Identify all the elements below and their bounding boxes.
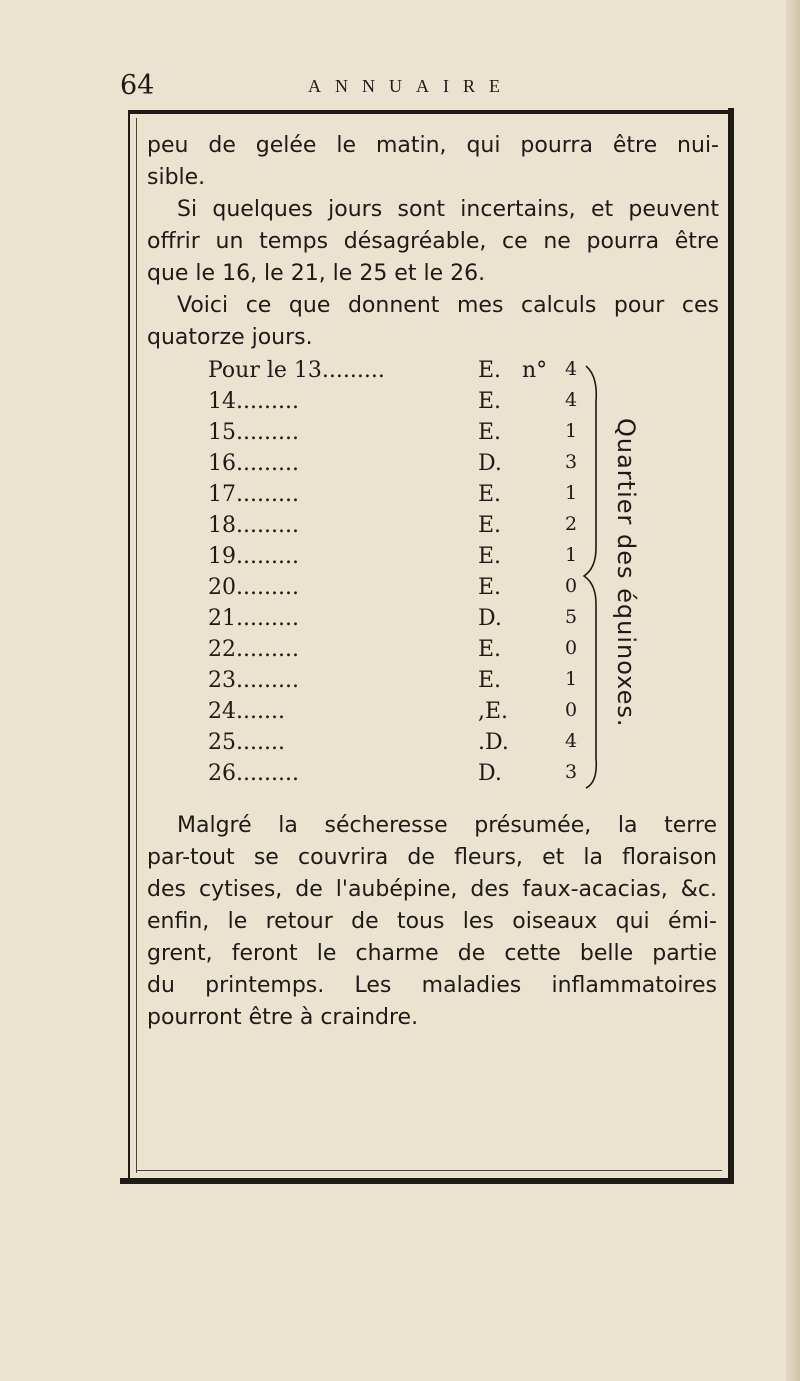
running-title: ANNUAIRE xyxy=(308,76,514,96)
text-line: pourront être à craindre. xyxy=(147,1005,419,1030)
text-line: peu de gelée le matin, qui pourra être nui- xyxy=(147,133,719,158)
row-date: 24....... xyxy=(208,699,285,724)
row-number: 1 xyxy=(564,482,578,504)
row-quarter: D. xyxy=(478,451,502,476)
row-number: 2 xyxy=(564,513,578,535)
row-date: 25....... xyxy=(208,730,285,755)
row-quarter: E. xyxy=(478,513,502,538)
text-line: grent, feront le charme de cette belle partie xyxy=(147,941,717,966)
row-number: 0 xyxy=(564,575,578,597)
row-quarter: E. xyxy=(478,544,502,569)
row-number: 0 xyxy=(564,637,578,659)
row-quarter: D. xyxy=(478,606,502,631)
row-date: 20......... xyxy=(208,575,299,600)
page-edge xyxy=(786,0,800,1381)
row-number: 1 xyxy=(564,420,578,442)
text-line: que le 16, le 21, le 25 et le 26. xyxy=(147,261,486,286)
text-line: Malgré la sécheresse présumée, la terre xyxy=(177,813,717,838)
text-line: Voici ce que donnent mes calculs pour ces xyxy=(177,293,719,318)
row-number: 5 xyxy=(564,606,578,628)
frame-shadow-right xyxy=(728,108,734,1182)
row-quarter: .D. xyxy=(478,730,509,755)
row-number: 4 xyxy=(564,358,578,380)
row-quarter: E. xyxy=(478,389,502,414)
text-line: offrir un temps désagréable, ce ne pourra être xyxy=(147,229,719,254)
text-line: par-tout se couvrira de fleurs, et la floraison xyxy=(147,845,717,870)
number-label: n° xyxy=(522,358,548,383)
row-number: 0 xyxy=(564,699,578,721)
text-line: Si quelques jours sont incertains, et peuvent xyxy=(177,197,719,222)
row-number: 4 xyxy=(564,389,578,411)
row-quarter: D. xyxy=(478,761,502,786)
page-number: 64 xyxy=(120,70,155,101)
paragraph-2 xyxy=(147,810,717,1034)
row-number: 4 xyxy=(564,730,578,752)
text-line: des cytises, de l'aubépine, des faux-acacias, &c. xyxy=(147,877,717,902)
row-quarter: E. xyxy=(478,420,502,445)
row-quarter: E. xyxy=(478,482,502,507)
row-date: 26......... xyxy=(208,761,299,786)
row-number: 1 xyxy=(564,668,578,690)
row-date: 18......... xyxy=(208,513,299,538)
frame-inner-rule-bottom xyxy=(136,1170,722,1171)
frame-inner-rule-left xyxy=(136,118,137,1173)
text-line: sible. xyxy=(147,165,206,190)
row-date: 21......... xyxy=(208,606,299,631)
row-number: 1 xyxy=(564,544,578,566)
row-date: Pour le 13......... xyxy=(208,358,385,383)
page-header xyxy=(120,70,730,110)
text-line: quatorze jours. xyxy=(147,325,313,350)
row-date: 14......... xyxy=(208,389,299,414)
row-quarter: E. xyxy=(478,575,502,600)
row-date: 22......... xyxy=(208,637,299,662)
row-quarter: E. xyxy=(478,358,502,383)
row-date: 16......... xyxy=(208,451,299,476)
row-quarter: ,E. xyxy=(478,699,509,724)
row-date: 23......... xyxy=(208,668,299,693)
frame-shadow-bottom xyxy=(120,1178,734,1184)
row-number: 3 xyxy=(564,451,578,473)
row-date: 15......... xyxy=(208,420,299,445)
side-label: Quartier des équinoxes. xyxy=(612,418,640,728)
paragraph-1 xyxy=(147,130,719,354)
row-date: 19......... xyxy=(208,544,299,569)
row-date: 17......... xyxy=(208,482,299,507)
text-line: enfin, le retour de tous les oiseaux qui émi- xyxy=(147,909,717,934)
right-brace-icon xyxy=(580,362,610,792)
row-number: 3 xyxy=(564,761,578,783)
text-line: du printemps. Les maladies inflammatoires xyxy=(147,973,717,998)
row-quarter: E. xyxy=(478,637,502,662)
row-quarter: E. xyxy=(478,668,502,693)
